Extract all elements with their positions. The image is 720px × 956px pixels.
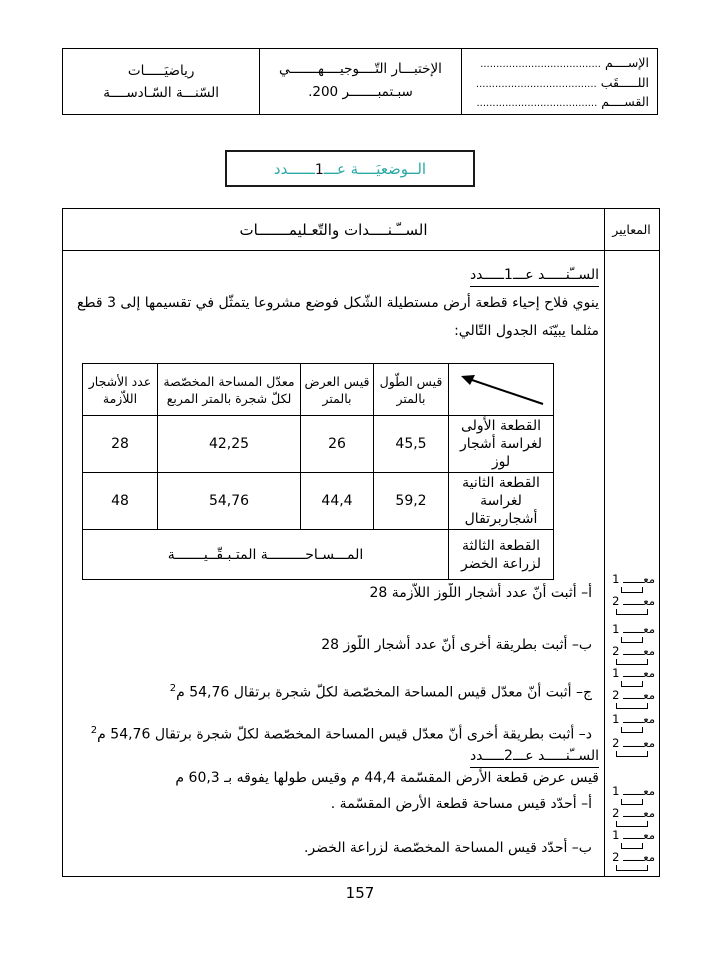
criteria-mark: معــــــ 1 [605, 713, 658, 733]
bracket-icon [616, 865, 648, 871]
criteria-mark: معــــــ 1 [605, 829, 658, 849]
square-meter-sup: 2 [169, 683, 177, 694]
criteria-column [604, 251, 658, 876]
square-meter-sup: 2 [90, 725, 98, 736]
plot2-width: 44,4 [301, 473, 374, 530]
bracket-icon [621, 799, 643, 805]
bracket-icon [616, 659, 648, 665]
first-name-field: الإســــم ...................................... [480, 55, 650, 70]
table-row-plot1 [83, 416, 554, 473]
col-header-tree-count: عدد الأشجار اللاّزمة [83, 364, 158, 416]
question-1c: ج– أثبت أنّ معدّل قيس المساحة المخصّصة لكلّ شجرة برتقال 54,76 م$^2$ [169, 683, 592, 701]
criteria-mark: معــــــ 2 [605, 689, 658, 709]
content-column [63, 251, 604, 876]
col-header-length: قيس الطّول بالمتر [374, 364, 449, 416]
student-info-cell [462, 49, 657, 114]
col-header-width: قيس العرض بالمتر [301, 364, 374, 416]
plot1-length: 45,5 [374, 416, 449, 473]
surname-dotted-line: ...................................... [475, 78, 597, 90]
plot1-width: 26 [301, 416, 374, 473]
question-1a: أ– أثبت أنّ عدد أشجار اللّوز اللاّزمة 28 [369, 585, 592, 601]
bracket-icon [616, 609, 648, 615]
criteria-mark: معــــــ 1 [605, 573, 658, 593]
plot2-tree-count: 48 [83, 473, 158, 530]
sanad1-intro-line2: مثلما يبيّنَه الجدول التّالي: [454, 323, 599, 339]
plot2-length: 59,2 [374, 473, 449, 530]
name-dotted-line: ...................................... [480, 59, 601, 70]
land-division-table [82, 363, 554, 580]
sanad1-heading: الســّنـــــد عـــ1ـــــدد [63, 265, 604, 287]
bracket-icon [621, 727, 643, 733]
class-field: القســــم ...................................... [476, 94, 650, 110]
exam-cell [260, 49, 461, 114]
class-dotted-line: ...................................... [476, 98, 598, 110]
subject-name: رياضيَـــــات [127, 62, 195, 79]
corner-cell [449, 364, 554, 416]
main-table-body [63, 251, 659, 876]
exam-year: .200 [308, 84, 339, 100]
grade-level: السّنـــة السّـادســــة [103, 84, 220, 101]
last-name-field: اللـــــقَب ...................................... [475, 74, 650, 90]
table-header-row [83, 364, 554, 416]
criteria-mark: معــــــ 1 [605, 667, 658, 687]
criteria-mark: معــــــ 2 [605, 807, 658, 827]
question-2a: أ– أحدّد قيس مساحة قطعة الأرض المقسّمة . [330, 796, 592, 812]
table-row-plot3 [83, 530, 554, 580]
exam-title: الإختبـــار التّــــوجيــــهـــــــي [279, 61, 442, 77]
col-header-avg-area: معدّل المساحة المخصّصة لكلّ شجرة بالمتر المربع [158, 364, 301, 416]
criteria-mark: معــــــ 2 [605, 645, 658, 665]
plot2-avg-area: 54,76 [158, 473, 301, 530]
criteria-header: المعايير [604, 209, 658, 250]
exam-date: سبـتمبـــــــر .200 [308, 84, 413, 100]
question-1d: د– أثبت بطريقة أخرى أنّ معدّل قيس المساحة المخصّصة لكلّ شجرة برتقال 54,76 م$^2$ [90, 725, 592, 743]
question-1b: ب– أثبت بطريقة أخرى أنّ عدد أشجار اللّوز 28 [321, 637, 592, 653]
table-row-plot2 [83, 473, 554, 530]
subject-cell [63, 49, 260, 114]
question-2b: ب– أحدّد قيس المساحة المخصّصة لزراعة الخضر. [303, 840, 592, 856]
criteria-mark: معــــــ 1 [605, 785, 658, 805]
page-number: 157 [345, 884, 375, 902]
bracket-icon [621, 843, 643, 849]
plot1-tree-count: 28 [83, 416, 158, 473]
criteria-mark: معــــــ 1 [605, 623, 658, 643]
plot1-avg-area: 42,25 [158, 416, 301, 473]
criteria-mark: معــــــ 2 [605, 851, 658, 871]
sanad1-intro-line1: ينوي فلاح إحياء قطعة أرض مستطيلة الشّكل فوضع مشروعا يتمثّل في تقسيمها إلى 3 قطع [76, 295, 599, 311]
header-table [62, 48, 658, 115]
main-table-header [63, 209, 659, 251]
bracket-icon [616, 703, 648, 709]
situation-title: الــوضعيَــــة عـــ1ــــــدد [273, 160, 427, 178]
plot1-label: القطعة الأولى لغراسة أشجار لوز [449, 416, 554, 473]
criteria-mark: معــــــ 2 [605, 737, 658, 757]
bracket-icon [616, 751, 648, 757]
criteria-mark: معــــــ 2 [605, 595, 658, 615]
documents-instructions-header: الســّـنــــدات والتّعـليمـــــــات [239, 220, 428, 239]
bracket-icon [621, 681, 643, 687]
bracket-icon [616, 821, 648, 827]
sanad2-heading: الســّنـــــد عـــ2ـــــدد [63, 746, 604, 768]
situation-title-box [225, 150, 475, 187]
sanad2-intro: قيس عرض قطعة الأرض المقسّمة 44,4 م وقيس طولها يفوقه بـ 60,3 م [175, 770, 599, 786]
plot3-label: القطعة الثالثة لزراعة الخضر [449, 530, 554, 580]
bracket-icon [621, 587, 643, 593]
bracket-icon [621, 637, 643, 643]
arrow-up-left-icon [453, 370, 549, 410]
plot2-label: القطعة الثانية لغراسة أشجاربرتقال [449, 473, 554, 530]
remaining-area-cell: المـــسـاحـــــــــة المتـبـقّــيـــــــة [83, 530, 449, 580]
main-table [62, 208, 660, 877]
